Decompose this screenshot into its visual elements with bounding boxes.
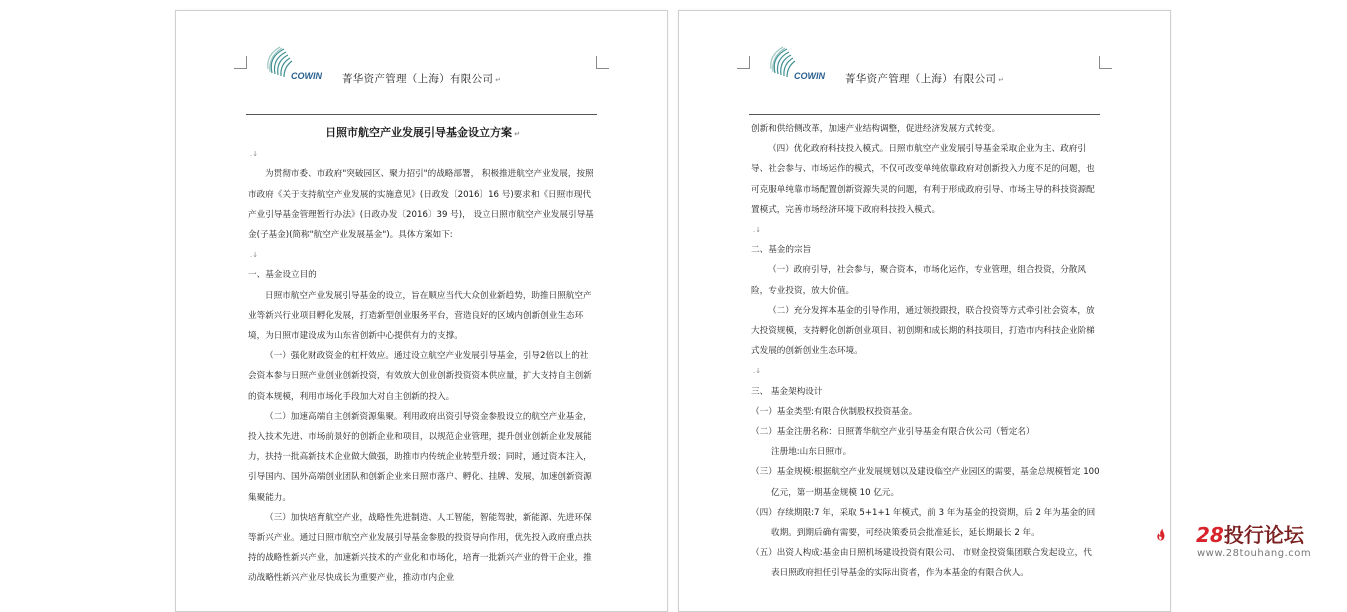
document-page-2	[678, 10, 1171, 612]
logo-text: COWIN	[794, 71, 825, 81]
page-body	[751, 119, 1100, 584]
document-title: 日照市航空产业发展引导基金设立方案 ↵	[325, 126, 520, 139]
cowin-logo-icon	[767, 43, 831, 83]
cowin-logo-icon	[264, 43, 328, 83]
header-company-name: 菁华资产管理（上海）有限公司 ↵	[342, 73, 502, 85]
list-item: （三）基金规模:根据航空产业发展规划以及建设临空产业园区的需要，基金总规模暂定 100 亿元，第一期基金规模 10 亿元。	[751, 467, 1100, 498]
empty-paragraph: .↓	[753, 226, 762, 235]
paragraph: 日照市航空产业发展引导基金的设立，旨在顺应当代大众创业新趋势，助推日照航空产业等新兴行业项目孵化发展，打造新型创业服务平台，营造良好的区域内创新创业生态环境，为日照市建设成为山东省创新中心提供有力的支撑。	[248, 290, 592, 342]
list-item: （五）出资人构成:基金由日照机场建设投资有限公司、 市财金投资集团联合发起设立，代表日照政府担任引导基金的实际出资者，作为本基金的有限合伙人。	[751, 548, 1092, 579]
margin-corner-top-right	[596, 56, 609, 69]
margin-corner-top-left	[234, 56, 247, 69]
margin-corner-top-left	[737, 56, 750, 69]
list-item: （二）基金注册名称：日照菁华航空产业引导基金有限合伙公司（暂定名）	[751, 427, 1035, 438]
empty-paragraph: .↓	[250, 150, 259, 159]
paragraph: （一）政府引导，社会参与，聚合资本，市场化运作，专业管理，组合投资，分散风险，专业投资，放大价值。	[751, 265, 1086, 296]
header-rule	[246, 114, 597, 115]
page-body	[248, 123, 597, 589]
header-company-name: 菁华资产管理（上海）有限公司 ↵	[845, 73, 1005, 85]
section-heading: 一、基金设立目的	[248, 270, 317, 281]
empty-paragraph: .↓	[250, 251, 259, 260]
logo-text: COWIN	[291, 71, 322, 81]
paragraph: （一）强化财政资金的杠杆效应。通过设立航空产业发展引导基金，引导2倍以上的社会资本参与日照产业创业创新投资，有效放大创业创新投资资本供应量，扩大支持自主创新的资本规模，利用市场化手段加大对自主创新的投入。	[248, 351, 592, 402]
header-rule	[749, 114, 1100, 115]
section-heading: 三、 基金架构设计	[751, 386, 823, 397]
paragraph: （二）充分发挥本基金的引导作用，通过领投跟投，联合投资等方式牵引社会资本，放大投资规模，支持孵化创新创业项目、初创期和成长期的科技项目，打造市内科技企业阶梯式发展的创新创业生态环境。	[751, 305, 1095, 357]
watermark-brand: 28投行论坛	[1196, 523, 1304, 547]
intro-paragraph: 为贯彻市委、市政府"突破园区、聚力招引"的战略部署， 积极推进航空产业发展，按照市政府《关于支持航空产业发展的实施意见》(日政发〔2016〕16 号)要求和《日照市现代产业引导基金管理暂行办法》(日政办发〔2016〕39 号)， 设立日照市航空产业发展引导基金(子基金)(简称"航空产业发展基金")。具体方案如下:	[248, 169, 594, 241]
empty-paragraph: .↓	[753, 367, 762, 376]
flame-logo-icon	[1156, 505, 1196, 565]
watermark-url: www.28touhang.com	[1197, 548, 1312, 559]
margin-corner-top-right	[1099, 56, 1112, 69]
list-item-continuation: 注册地:山东日照市。	[771, 447, 852, 458]
paragraph: 创新和供给侧改革，加速产业结构调整，促进经济发展方式转变。	[751, 124, 1001, 134]
paragraph: （四）优化政府科技投入模式。日照市航空产业发展引导基金采取企业为主、政府引导、社会参与、市场运作的模式，不仅可改变单纯依靠政府对创新投入力度不足的问题，也可克服单纯靠市场配置创新资源失灵的问题，有利于形成政府引导、市场主导的科技资源配置模式，完善市场经济环境下政府科技投入模式。	[751, 144, 1095, 215]
document-page-1	[175, 10, 668, 612]
list-item: （一）基金类型:有限合伙制股权投资基金。	[751, 406, 918, 417]
paragraph: （三）加快培育航空产业，战略性先进制造、人工智能，智能驾驶，新能源、先进环保等新兴产业。通过日照市航空产业发展引导基金参股的投资导向作用，优先投入政府重点扶持的战略性新兴产业，加速新兴技术的产业化和市场化，培育一批新兴产业的骨干企业，推动战略性新兴产业尽快成长为重要产业，推动市内企业	[248, 512, 592, 584]
section-heading: 二、基金的宗旨	[751, 245, 812, 256]
list-item: （四）存续期限:7 年，采取 5+1+1 年模式，前 3 年为基金的投资期，后 2 年为基金的回收期。到期后确有需要，可经决策委员会批准延长，延长期最长 2 年。	[751, 507, 1096, 539]
paragraph: （二）加速高端自主创新资源集聚。利用政府出资引导资金参股设立的航空产业基金，投入技术先进、市场前景好的创新企业和项目，以规范企业管理，提升创业创新企业发展能力，扶持一批高新技术企业做大做强，助推市内传统企业转型升级；同时，通过资本注入，引导国内、国外高端创业团队和创新企业来日照市落户、孵化、挂牌、发展，加速创新资源集聚能力。	[248, 411, 592, 503]
